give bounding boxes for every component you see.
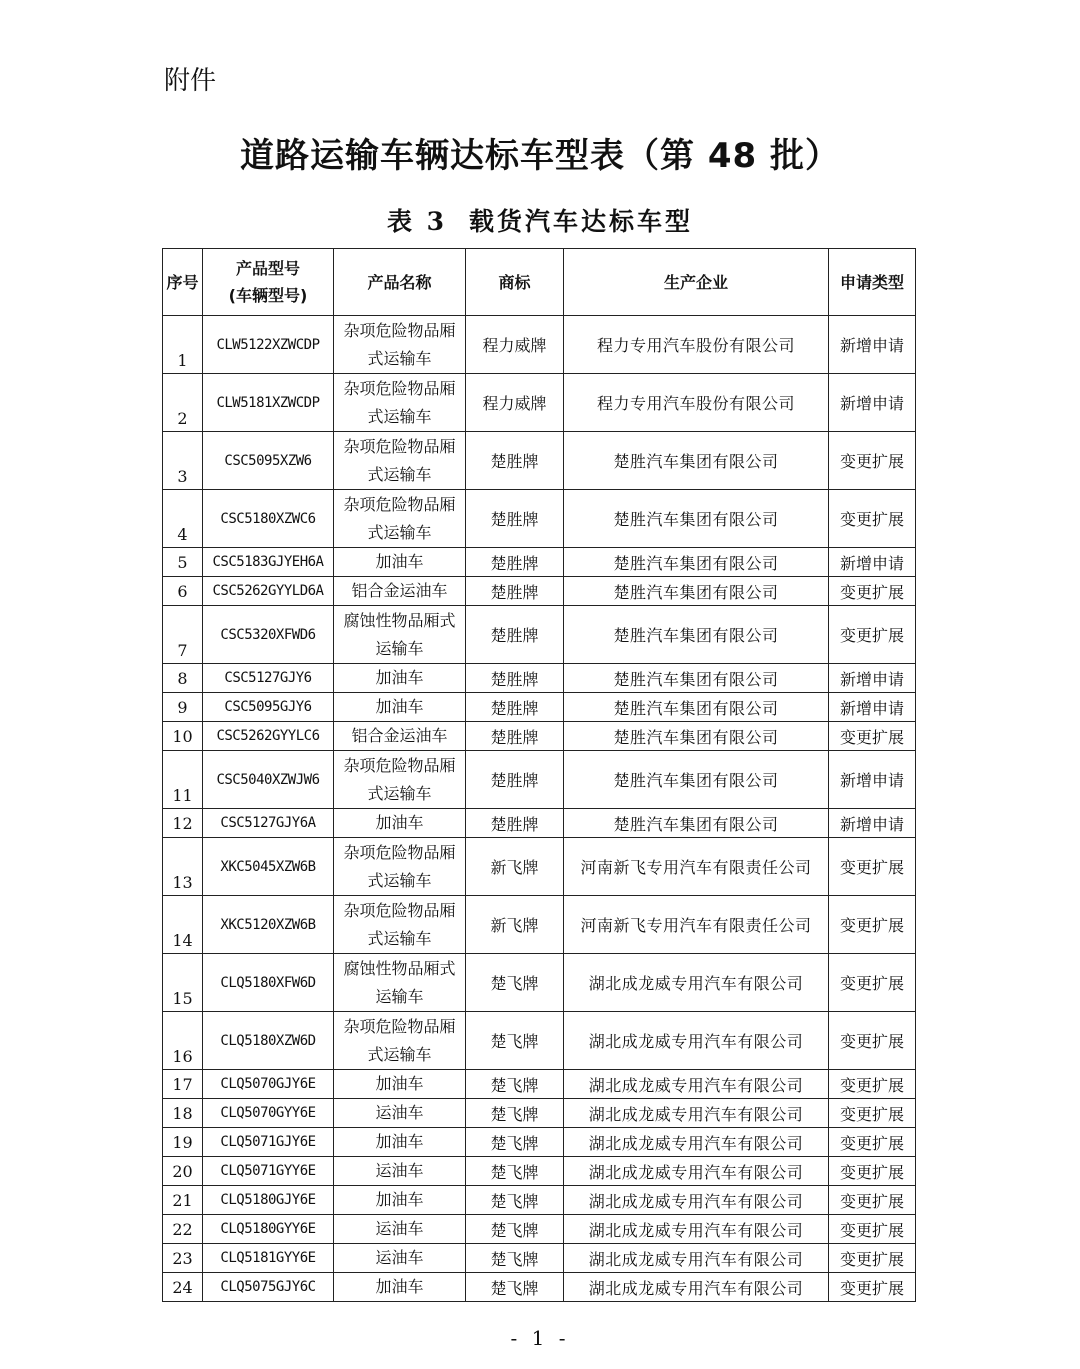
cell-application-type: 变更扩展 bbox=[829, 1099, 916, 1128]
cell-application-type: 新增申请 bbox=[829, 316, 916, 374]
cell-brand: 新飞牌 bbox=[466, 896, 564, 954]
cell-manufacturer: 湖北成龙威专用汽车有限公司 bbox=[564, 1012, 829, 1070]
cell-brand: 楚胜牌 bbox=[466, 432, 564, 490]
cell-application-type: 变更扩展 bbox=[829, 490, 916, 548]
cell-product-name bbox=[334, 954, 466, 1012]
cell-brand: 楚飞牌 bbox=[466, 1157, 564, 1186]
product-name-line1: 杂项危险物品厢 bbox=[343, 378, 456, 398]
product-name-line2: 式运输车 bbox=[367, 464, 432, 484]
cell-application-type: 新增申请 bbox=[829, 809, 916, 838]
product-name-line1: 腐蚀性物品厢式 bbox=[343, 958, 456, 978]
cell-product-name bbox=[334, 722, 466, 751]
cell-brand: 楚胜牌 bbox=[466, 664, 564, 693]
product-name-line2: 式运输车 bbox=[367, 522, 432, 542]
table-row bbox=[163, 954, 916, 1012]
table-row bbox=[163, 548, 916, 577]
cell-application-type: 变更扩展 bbox=[829, 838, 916, 896]
table-name: 载货汽车达标车型 bbox=[469, 207, 694, 236]
cell-application-type: 变更扩展 bbox=[829, 1128, 916, 1157]
cell-manufacturer: 湖北成龙威专用汽车有限公司 bbox=[564, 1273, 829, 1302]
product-name-line1: 运油车 bbox=[375, 1103, 424, 1122]
product-name-line1: 加油车 bbox=[375, 552, 424, 571]
table-row bbox=[163, 374, 916, 432]
product-name-line2: 式运输车 bbox=[367, 1044, 432, 1064]
cell-seq: 15 bbox=[163, 954, 203, 1012]
cell-seq: 12 bbox=[163, 809, 203, 838]
cell-seq: 11 bbox=[163, 751, 203, 809]
cell-manufacturer: 楚胜汽车集团有限公司 bbox=[564, 606, 829, 664]
cell-manufacturer: 楚胜汽车集团有限公司 bbox=[564, 722, 829, 751]
cell-product-name bbox=[334, 664, 466, 693]
cell-seq: 1 bbox=[163, 316, 203, 374]
cell-model: CSC5262GYYLD6A bbox=[203, 577, 334, 606]
table-row bbox=[163, 432, 916, 490]
cell-brand: 楚胜牌 bbox=[466, 722, 564, 751]
product-name-line1: 加油车 bbox=[375, 1277, 424, 1296]
cell-manufacturer: 湖北成龙威专用汽车有限公司 bbox=[564, 1099, 829, 1128]
product-name-line1: 杂项危险物品厢 bbox=[343, 436, 456, 456]
cell-application-type: 变更扩展 bbox=[829, 722, 916, 751]
page-number: - 1 - bbox=[510, 1326, 570, 1350]
cell-model: CLQ5071GJY6E bbox=[203, 1128, 334, 1157]
table-row bbox=[163, 809, 916, 838]
document-title: 道路运输车辆达标车型表（第 48 批） bbox=[240, 136, 840, 176]
table-row bbox=[163, 838, 916, 896]
cell-application-type: 变更扩展 bbox=[829, 896, 916, 954]
cell-seq: 8 bbox=[163, 664, 203, 693]
cell-seq: 14 bbox=[163, 896, 203, 954]
cell-model: CLW5181XZWCDP bbox=[203, 374, 334, 432]
cell-product-name bbox=[334, 374, 466, 432]
product-name-line2: 式运输车 bbox=[367, 406, 432, 426]
table-row bbox=[163, 896, 916, 954]
cell-model: CSC5127GJY6 bbox=[203, 664, 334, 693]
cell-application-type: 新增申请 bbox=[829, 693, 916, 722]
cell-seq: 18 bbox=[163, 1099, 203, 1128]
cell-application-type: 变更扩展 bbox=[829, 1215, 916, 1244]
product-name-line1: 加油车 bbox=[375, 1190, 424, 1209]
cell-model: CLQ5181GYY6E bbox=[203, 1244, 334, 1273]
table-row bbox=[163, 1128, 916, 1157]
product-name-line1: 加油车 bbox=[375, 1074, 424, 1093]
cell-brand: 楚胜牌 bbox=[466, 577, 564, 606]
cell-model: CLQ5180XFW6D bbox=[203, 954, 334, 1012]
product-name-line1: 杂项危险物品厢 bbox=[343, 755, 456, 775]
table-row bbox=[163, 1215, 916, 1244]
cell-manufacturer: 楚胜汽车集团有限公司 bbox=[564, 693, 829, 722]
cell-product-name bbox=[334, 432, 466, 490]
cell-application-type: 变更扩展 bbox=[829, 1244, 916, 1273]
cell-product-name bbox=[334, 693, 466, 722]
cell-manufacturer: 楚胜汽车集团有限公司 bbox=[564, 548, 829, 577]
header-model bbox=[203, 249, 334, 316]
cell-seq: 9 bbox=[163, 693, 203, 722]
cell-brand: 楚飞牌 bbox=[466, 1099, 564, 1128]
cell-product-name bbox=[334, 548, 466, 577]
table-header-row bbox=[163, 249, 916, 316]
cell-manufacturer: 湖北成龙威专用汽车有限公司 bbox=[564, 1128, 829, 1157]
product-name-line2: 运输车 bbox=[375, 638, 424, 658]
table-row bbox=[163, 1157, 916, 1186]
cell-product-name bbox=[334, 1215, 466, 1244]
header-manufacturer: 生产企业 bbox=[564, 249, 829, 316]
cell-seq: 2 bbox=[163, 374, 203, 432]
table-row bbox=[163, 577, 916, 606]
cell-brand: 楚胜牌 bbox=[466, 693, 564, 722]
cell-manufacturer: 河南新飞专用汽车有限责任公司 bbox=[564, 838, 829, 896]
header-product-name: 产品名称 bbox=[334, 249, 466, 316]
product-name-line1: 杂项危险物品厢 bbox=[343, 494, 456, 514]
product-name-line2: 式运输车 bbox=[367, 870, 432, 890]
product-name-line1: 运油车 bbox=[375, 1219, 424, 1238]
cell-model: CLQ5075GJY6C bbox=[203, 1273, 334, 1302]
cell-seq: 7 bbox=[163, 606, 203, 664]
table-number: 表 3 bbox=[386, 207, 448, 236]
cell-product-name bbox=[334, 1186, 466, 1215]
cell-application-type: 变更扩展 bbox=[829, 1070, 916, 1099]
cell-application-type: 变更扩展 bbox=[829, 432, 916, 490]
cell-model: CLQ5180GYY6E bbox=[203, 1215, 334, 1244]
cell-brand: 程力威牌 bbox=[466, 316, 564, 374]
cell-model: CSC5262GYYLC6 bbox=[203, 722, 334, 751]
cell-model: CLQ5070GJY6E bbox=[203, 1070, 334, 1099]
cell-product-name bbox=[334, 1244, 466, 1273]
product-name-line1: 杂项危险物品厢 bbox=[343, 842, 456, 862]
header-model-line2: (车辆型号) bbox=[228, 286, 308, 305]
cell-brand: 楚飞牌 bbox=[466, 1012, 564, 1070]
cell-manufacturer: 楚胜汽车集团有限公司 bbox=[564, 432, 829, 490]
cell-seq: 22 bbox=[163, 1215, 203, 1244]
cell-model: CSC5095GJY6 bbox=[203, 693, 334, 722]
table-row bbox=[163, 1099, 916, 1128]
cell-model: CSC5180XZWC6 bbox=[203, 490, 334, 548]
cell-manufacturer: 楚胜汽车集团有限公司 bbox=[564, 664, 829, 693]
product-name-line2: 式运输车 bbox=[367, 783, 432, 803]
cell-product-name bbox=[334, 1128, 466, 1157]
cell-manufacturer: 湖北成龙威专用汽车有限公司 bbox=[564, 1070, 829, 1099]
cell-application-type: 新增申请 bbox=[829, 751, 916, 809]
cell-product-name bbox=[334, 316, 466, 374]
cell-seq: 17 bbox=[163, 1070, 203, 1099]
cell-model: CLQ5070GYY6E bbox=[203, 1099, 334, 1128]
cell-seq: 5 bbox=[163, 548, 203, 577]
cell-brand: 楚飞牌 bbox=[466, 954, 564, 1012]
product-name-line2: 运输车 bbox=[375, 986, 424, 1006]
vehicle-table bbox=[162, 248, 916, 1302]
cell-brand: 新飞牌 bbox=[466, 838, 564, 896]
product-name-line1: 加油车 bbox=[375, 668, 424, 687]
cell-application-type: 变更扩展 bbox=[829, 1186, 916, 1215]
cell-seq: 20 bbox=[163, 1157, 203, 1186]
table-row bbox=[163, 1012, 916, 1070]
cell-seq: 19 bbox=[163, 1128, 203, 1157]
table-row bbox=[163, 316, 916, 374]
cell-model: CLQ5071GYY6E bbox=[203, 1157, 334, 1186]
product-name-line1: 腐蚀性物品厢式 bbox=[343, 610, 456, 630]
table-row bbox=[163, 664, 916, 693]
cell-application-type: 变更扩展 bbox=[829, 1273, 916, 1302]
cell-model: CSC5040XZWJW6 bbox=[203, 751, 334, 809]
cell-brand: 楚胜牌 bbox=[466, 490, 564, 548]
cell-manufacturer: 湖北成龙威专用汽车有限公司 bbox=[564, 1157, 829, 1186]
cell-application-type: 变更扩展 bbox=[829, 577, 916, 606]
cell-application-type: 变更扩展 bbox=[829, 954, 916, 1012]
cell-product-name bbox=[334, 838, 466, 896]
product-name-line2: 式运输车 bbox=[367, 928, 432, 948]
cell-model: CLQ5180GJY6E bbox=[203, 1186, 334, 1215]
cell-model: CLQ5180XZW6D bbox=[203, 1012, 334, 1070]
table-row bbox=[163, 1070, 916, 1099]
cell-application-type: 变更扩展 bbox=[829, 1012, 916, 1070]
cell-product-name bbox=[334, 751, 466, 809]
cell-brand: 楚飞牌 bbox=[466, 1186, 564, 1215]
cell-product-name bbox=[334, 1070, 466, 1099]
cell-model: CLW5122XZWCDP bbox=[203, 316, 334, 374]
table-row bbox=[163, 1244, 916, 1273]
table-row bbox=[163, 1186, 916, 1215]
product-name-line2: 式运输车 bbox=[367, 348, 432, 368]
cell-product-name bbox=[334, 1273, 466, 1302]
table-row bbox=[163, 490, 916, 548]
table-row bbox=[163, 751, 916, 809]
table-row bbox=[163, 722, 916, 751]
product-name-line1: 铝合金运油车 bbox=[351, 581, 448, 600]
product-name-line1: 杂项危险物品厢 bbox=[343, 900, 456, 920]
cell-manufacturer: 楚胜汽车集团有限公司 bbox=[564, 751, 829, 809]
cell-brand: 楚飞牌 bbox=[466, 1273, 564, 1302]
cell-manufacturer: 程力专用汽车股份有限公司 bbox=[564, 374, 829, 432]
table-row bbox=[163, 606, 916, 664]
cell-seq: 6 bbox=[163, 577, 203, 606]
product-name-line1: 铝合金运油车 bbox=[351, 726, 448, 745]
table-body bbox=[163, 316, 916, 1302]
cell-manufacturer: 湖北成龙威专用汽车有限公司 bbox=[564, 954, 829, 1012]
cell-model: XKC5045XZW6B bbox=[203, 838, 334, 896]
product-name-line1: 加油车 bbox=[375, 697, 424, 716]
cell-product-name bbox=[334, 490, 466, 548]
cell-brand: 楚飞牌 bbox=[466, 1128, 564, 1157]
product-name-line1: 杂项危险物品厢 bbox=[343, 1016, 456, 1036]
cell-brand: 楚飞牌 bbox=[466, 1244, 564, 1273]
cell-brand: 楚胜牌 bbox=[466, 751, 564, 809]
cell-product-name bbox=[334, 606, 466, 664]
cell-model: XKC5120XZW6B bbox=[203, 896, 334, 954]
cell-brand: 楚飞牌 bbox=[466, 1070, 564, 1099]
cell-manufacturer: 河南新飞专用汽车有限责任公司 bbox=[564, 896, 829, 954]
header-application-type: 申请类型 bbox=[829, 249, 916, 316]
cell-seq: 13 bbox=[163, 838, 203, 896]
cell-manufacturer: 程力专用汽车股份有限公司 bbox=[564, 316, 829, 374]
cell-seq: 4 bbox=[163, 490, 203, 548]
cell-application-type: 变更扩展 bbox=[829, 1157, 916, 1186]
cell-application-type: 新增申请 bbox=[829, 664, 916, 693]
cell-application-type: 变更扩展 bbox=[829, 606, 916, 664]
cell-manufacturer: 楚胜汽车集团有限公司 bbox=[564, 577, 829, 606]
table-row bbox=[163, 1273, 916, 1302]
cell-seq: 16 bbox=[163, 1012, 203, 1070]
cell-seq: 23 bbox=[163, 1244, 203, 1273]
cell-model: CSC5095XZW6 bbox=[203, 432, 334, 490]
product-name-line1: 运油车 bbox=[375, 1248, 424, 1267]
cell-manufacturer: 湖北成龙威专用汽车有限公司 bbox=[564, 1244, 829, 1273]
cell-model: CSC5320XFWD6 bbox=[203, 606, 334, 664]
cell-brand: 程力威牌 bbox=[466, 374, 564, 432]
cell-product-name bbox=[334, 809, 466, 838]
attachment-label: 附件 bbox=[164, 66, 217, 96]
header-seq: 序号 bbox=[163, 249, 203, 316]
cell-model: CSC5127GJY6A bbox=[203, 809, 334, 838]
product-name-line1: 加油车 bbox=[375, 813, 424, 832]
cell-seq: 24 bbox=[163, 1273, 203, 1302]
cell-product-name bbox=[334, 1012, 466, 1070]
cell-seq: 21 bbox=[163, 1186, 203, 1215]
table-row bbox=[163, 693, 916, 722]
cell-product-name bbox=[334, 577, 466, 606]
cell-manufacturer: 楚胜汽车集团有限公司 bbox=[564, 809, 829, 838]
product-name-line1: 加油车 bbox=[375, 1132, 424, 1151]
cell-brand: 楚胜牌 bbox=[466, 606, 564, 664]
cell-brand: 楚胜牌 bbox=[466, 809, 564, 838]
cell-model: CSC5183GJYEH6A bbox=[203, 548, 334, 577]
header-model-line1: 产品型号 bbox=[235, 259, 300, 278]
header-brand: 商标 bbox=[466, 249, 564, 316]
product-name-line1: 杂项危险物品厢 bbox=[343, 320, 456, 340]
cell-seq: 3 bbox=[163, 432, 203, 490]
product-name-line1: 运油车 bbox=[375, 1161, 424, 1180]
cell-application-type: 新增申请 bbox=[829, 374, 916, 432]
cell-product-name bbox=[334, 896, 466, 954]
cell-manufacturer: 湖北成龙威专用汽车有限公司 bbox=[564, 1186, 829, 1215]
cell-brand: 楚飞牌 bbox=[466, 1215, 564, 1244]
cell-brand: 楚胜牌 bbox=[466, 548, 564, 577]
cell-seq: 10 bbox=[163, 722, 203, 751]
cell-manufacturer: 湖北成龙威专用汽车有限公司 bbox=[564, 1215, 829, 1244]
cell-manufacturer: 楚胜汽车集团有限公司 bbox=[564, 490, 829, 548]
table-subtitle bbox=[0, 202, 1080, 238]
cell-product-name bbox=[334, 1099, 466, 1128]
cell-application-type: 新增申请 bbox=[829, 548, 916, 577]
cell-product-name bbox=[334, 1157, 466, 1186]
